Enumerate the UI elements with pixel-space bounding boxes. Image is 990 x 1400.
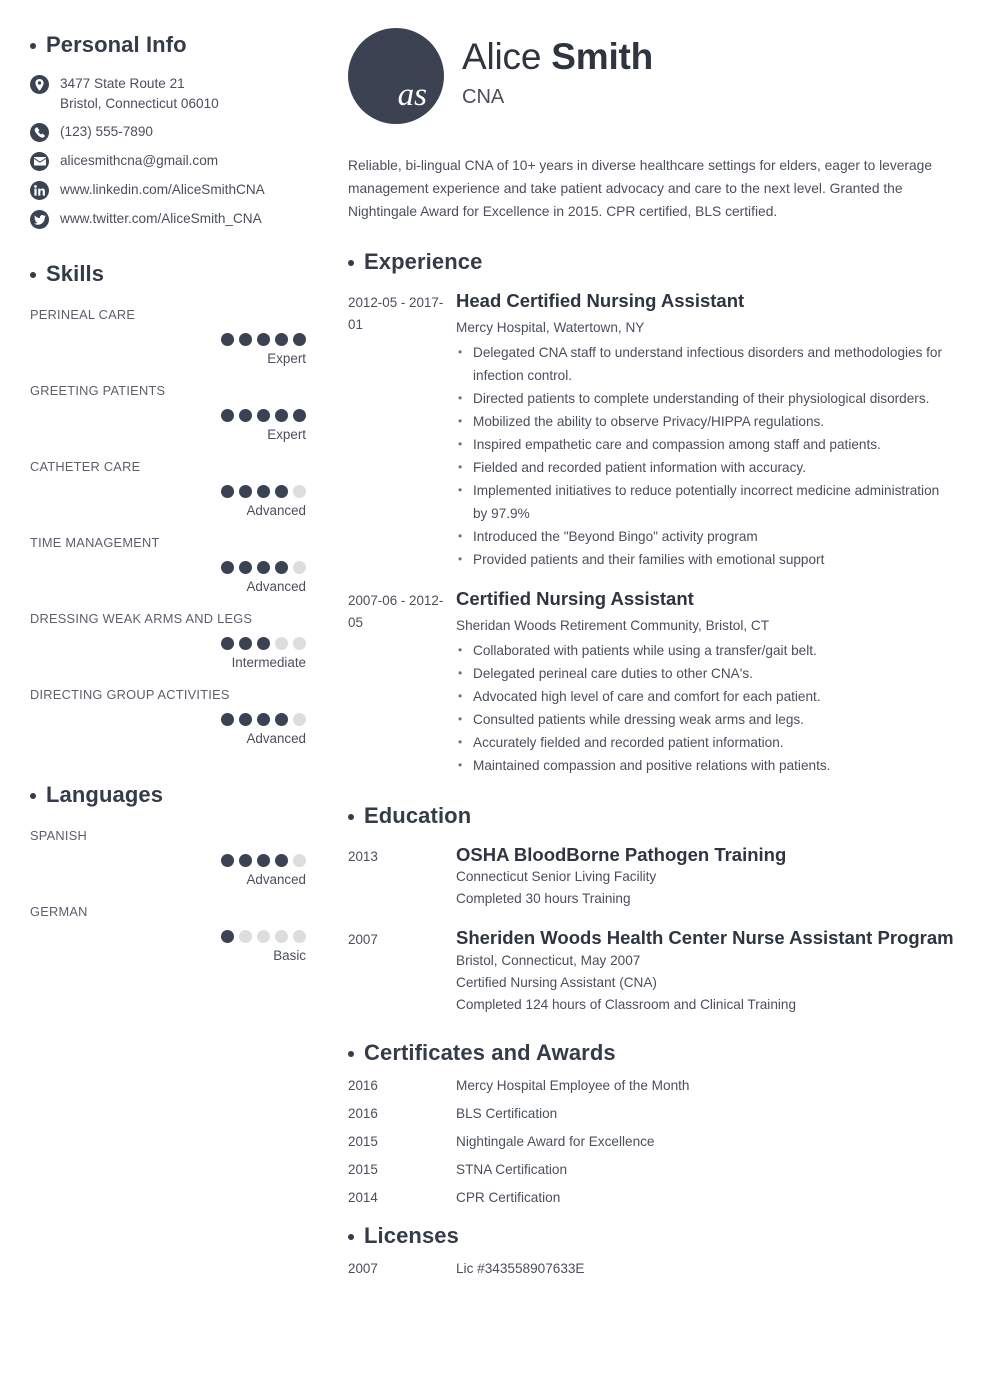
contact-line-1: www.linkedin.com/AliceSmithCNA xyxy=(60,182,265,197)
contact-text xyxy=(60,122,153,142)
entry-bullet: • Provided patients and their families with emotional support xyxy=(456,548,956,571)
rating-dot xyxy=(275,333,288,346)
education-entry xyxy=(348,843,956,910)
rating-dot xyxy=(293,930,306,943)
entry-bullet: • Advocated high level of care and comfort for each patient. xyxy=(456,685,956,708)
entry-bullet: • Inspired empathetic care and compassion among staff and patients. xyxy=(456,433,956,456)
row-text: BLS Certification xyxy=(456,1105,558,1121)
rating-item-label: SPANISH xyxy=(30,828,87,843)
section-heading-certificates xyxy=(348,1040,956,1066)
rating-dot xyxy=(239,930,252,943)
rating-dot xyxy=(257,854,270,867)
entry-date: 2012-05 - 2017-01 xyxy=(348,295,444,332)
rating-dot xyxy=(275,854,288,867)
section-title: Experience xyxy=(364,249,483,274)
section-heading-languages xyxy=(30,782,306,808)
section-heading-experience xyxy=(348,249,956,275)
entry-bullet: • Consulted patients while dressing weak arms and legs. xyxy=(456,708,956,731)
rating-dot xyxy=(239,409,252,422)
row-date: 2016 xyxy=(348,1077,378,1093)
certificate-row xyxy=(348,1162,956,1177)
entry-bullet-list xyxy=(456,341,956,571)
contact-row[interactable] xyxy=(30,209,306,229)
entry-title: Head Certified Nursing Assistant xyxy=(456,290,745,311)
license-row xyxy=(348,1261,956,1276)
rating-dots xyxy=(30,333,306,346)
rating-dot xyxy=(275,561,288,574)
entry-title: Certified Nursing Assistant xyxy=(456,588,694,610)
entry-bullet: • Implemented initiatives to reduce potentially incorrect medicine administration by 97.9% xyxy=(456,479,956,525)
rating-item-label: DRESSING WEAK ARMS AND LEGS xyxy=(30,611,253,626)
rating-item xyxy=(30,611,306,670)
rating-item-level: Intermediate xyxy=(231,655,306,670)
entry-subtitle: Sheridan Woods Retirement Community, Bristol, CT xyxy=(456,618,770,634)
rating-dots xyxy=(30,854,306,867)
rating-item-label: TIME MANAGEMENT xyxy=(30,535,160,550)
contact-line-1: (123) 555-7890 xyxy=(60,124,153,139)
entry-bullet: • Accurately fielded and recorded patient information. xyxy=(456,731,956,754)
certificate-row xyxy=(348,1134,956,1149)
contact-text xyxy=(60,180,265,200)
rating-item-level: Advanced xyxy=(246,731,306,746)
rating-dot xyxy=(239,637,252,650)
licenses-list xyxy=(348,1261,956,1276)
rating-dot xyxy=(293,485,306,498)
row-date: 2014 xyxy=(348,1189,378,1205)
rating-dots xyxy=(30,485,306,498)
section-heading-personal-info xyxy=(30,32,306,58)
contact-text xyxy=(60,151,218,171)
rating-dot xyxy=(257,637,270,650)
rating-item xyxy=(30,383,306,442)
rating-dot xyxy=(293,409,306,422)
entry-body xyxy=(456,289,956,571)
rating-item xyxy=(30,459,306,518)
section-title: Education xyxy=(364,803,472,829)
entry-title: OSHA BloodBorne Pathogen Training xyxy=(456,844,787,866)
section-heading-skills xyxy=(30,261,306,287)
rating-dot xyxy=(239,854,252,867)
rating-dot xyxy=(275,713,288,726)
entry-bullet: • Fielded and recorded patient information with accuracy. xyxy=(456,456,956,479)
row-text: Mercy Hospital Employee of the Month xyxy=(456,1077,690,1093)
twitter-icon xyxy=(30,210,49,229)
bullet-marker-icon xyxy=(348,1234,354,1240)
row-text: Nightingale Award for Excellence xyxy=(456,1133,655,1149)
section-title: Languages xyxy=(46,782,164,807)
row-text: CPR Certification xyxy=(456,1189,561,1205)
rating-dot xyxy=(293,854,306,867)
sidebar xyxy=(0,0,340,1400)
rating-dot xyxy=(221,333,234,346)
last-name: Smith xyxy=(551,36,654,77)
entry-bullet: • Collaborated with patients while using a transfer/gait belt. xyxy=(456,639,956,662)
entry-detail-line: Certified Nursing Assistant (CNA) xyxy=(456,974,657,990)
rating-dots xyxy=(30,561,306,574)
rating-dot xyxy=(293,637,306,650)
entry-detail-line: Completed 124 hours of Classroom and Clinical Training xyxy=(456,996,797,1012)
row-date: 2015 xyxy=(348,1133,378,1149)
section-title: Personal Info xyxy=(46,32,187,57)
rating-dot xyxy=(257,409,270,422)
rating-item xyxy=(30,307,306,366)
rating-dot xyxy=(257,333,270,346)
bullet-marker-icon xyxy=(348,260,354,266)
rating-dot xyxy=(275,637,288,650)
rating-item xyxy=(30,687,306,746)
rating-dots xyxy=(30,637,306,650)
bullet-marker-icon xyxy=(348,1051,354,1057)
rating-dot xyxy=(293,561,306,574)
rating-dots xyxy=(30,930,306,943)
entry-bullet: • Directed patients to complete understanding of their physiological disorders. xyxy=(456,387,956,410)
rating-dot xyxy=(293,713,306,726)
section-title: Licenses xyxy=(364,1222,459,1248)
entry-bullet: • Mobilized the ability to observe Privacy/HIPPA regulations. xyxy=(456,410,956,433)
contact-row[interactable] xyxy=(30,151,306,171)
bullet-marker-icon xyxy=(30,793,36,799)
section-title: Skills xyxy=(46,261,105,286)
contact-text xyxy=(60,74,219,113)
first-name: Alice xyxy=(462,36,552,77)
entry-bullet: • Maintained compassion and positive relations with patients. xyxy=(456,754,956,777)
entry-subtitle: Mercy Hospital, Watertown, NY xyxy=(456,320,645,336)
contact-line-1: alicesmithcna@gmail.com xyxy=(60,153,219,168)
rating-item xyxy=(30,535,306,594)
contact-text xyxy=(60,209,262,229)
rating-item-label: GREETING PATIENTS xyxy=(30,383,166,398)
rating-dot xyxy=(257,561,270,574)
contact-line-1: 3477 State Route 21 xyxy=(60,76,185,91)
phone-icon xyxy=(30,123,49,142)
certificate-row xyxy=(348,1190,956,1205)
page-title xyxy=(462,38,653,77)
rating-dot xyxy=(257,713,270,726)
row-text: STNA Certification xyxy=(456,1161,568,1177)
contact-line-2: Bristol, Connecticut 06010 xyxy=(60,95,219,111)
rating-dot xyxy=(239,333,252,346)
experience-entry xyxy=(348,289,956,571)
rating-item-label: DIRECTING GROUP ACTIVITIES xyxy=(30,687,230,702)
section-title: Certificates and Awards xyxy=(364,1039,616,1065)
rating-item-level: Basic xyxy=(273,948,306,963)
contact-line-1: www.twitter.com/AliceSmith_CNA xyxy=(60,211,262,226)
experience-entry xyxy=(348,587,956,777)
rating-dot xyxy=(239,713,252,726)
contact-row[interactable] xyxy=(30,180,306,200)
row-date: 2007 xyxy=(348,1260,378,1276)
entry-bullet: • Delegated CNA staff to understand infectious disorders and methodologies for infection control. xyxy=(456,341,956,387)
rating-dots xyxy=(30,713,306,726)
rating-dot xyxy=(221,561,234,574)
entry-date: 2013 xyxy=(348,849,378,865)
rating-item-level: Advanced xyxy=(246,872,306,887)
rating-item-label: GERMAN xyxy=(30,904,88,919)
row-date: 2015 xyxy=(348,1161,378,1177)
professional-summary: Reliable, bi-lingual CNA of 10+ years in diverse healthcare settings for elders, eager to leverage management experience and take patient advocacy and care to the next level. Granted the Nightingale Award for Excellence in 2015. CPR certified, BLS certified. xyxy=(348,158,933,219)
rating-item-level: Expert xyxy=(267,427,306,442)
rating-dot xyxy=(257,930,270,943)
rating-dot xyxy=(275,409,288,422)
skills-list xyxy=(30,307,306,746)
avatar-initials: as xyxy=(397,77,427,113)
location-pin-icon xyxy=(30,75,49,94)
rating-item-label: PERINEAL CARE xyxy=(30,307,136,322)
entry-date: 2007 xyxy=(348,932,378,948)
job-title: CNA xyxy=(462,85,505,108)
rating-item-label: CATHETER CARE xyxy=(30,459,141,474)
entry-body xyxy=(456,587,956,777)
entry-date: 2007-06 - 2012-05 xyxy=(348,593,444,631)
rating-dot xyxy=(221,930,234,943)
rating-dot xyxy=(293,333,306,346)
experience-list xyxy=(348,289,956,777)
rating-item-level: Advanced xyxy=(246,579,306,594)
entry-bullet: • Introduced the "Beyond Bingo" activity program xyxy=(456,525,956,548)
contact-list xyxy=(30,74,306,229)
entry-detail-line: Completed 30 hours Training xyxy=(456,891,631,907)
rating-dot xyxy=(221,854,234,867)
languages-list xyxy=(30,828,306,963)
rating-dot xyxy=(275,930,288,943)
contact-row[interactable] xyxy=(30,122,306,142)
entry-body xyxy=(456,843,956,910)
rating-item-level: Advanced xyxy=(246,503,306,518)
resume-header xyxy=(348,28,956,124)
rating-item-level: Expert xyxy=(267,351,306,366)
row-text: Lic #343558907633E xyxy=(456,1260,585,1276)
linkedin-icon xyxy=(30,181,49,200)
main-content xyxy=(340,0,990,1400)
bullet-marker-icon xyxy=(348,814,354,820)
contact-row[interactable] xyxy=(30,74,306,113)
rating-dot xyxy=(239,561,252,574)
row-date: 2016 xyxy=(348,1105,378,1121)
entry-bullet: • Delegated perineal care duties to other CNA's. xyxy=(456,662,956,685)
rating-item xyxy=(30,828,306,887)
education-list xyxy=(348,843,956,1015)
avatar xyxy=(348,28,444,124)
rating-dot xyxy=(275,485,288,498)
entry-title: Sheriden Woods Health Center Nurse Assistant Program xyxy=(456,927,954,949)
certificate-row xyxy=(348,1106,956,1121)
entry-body xyxy=(456,926,956,1015)
entry-detail-line: Connecticut Senior Living Facility xyxy=(456,869,657,885)
name-block xyxy=(462,28,653,109)
rating-dots xyxy=(30,409,306,422)
entry-detail-line: Bristol, Connecticut, May 2007 xyxy=(456,952,641,968)
rating-dot xyxy=(221,485,234,498)
rating-dot xyxy=(221,637,234,650)
entry-bullet-list xyxy=(456,639,956,777)
rating-dot xyxy=(239,485,252,498)
rating-dot xyxy=(257,485,270,498)
bullet-marker-icon xyxy=(30,43,36,49)
bullet-marker-icon xyxy=(30,272,36,278)
education-entry xyxy=(348,926,956,1015)
rating-item xyxy=(30,904,306,963)
section-heading-licenses xyxy=(348,1223,956,1249)
section-heading-education xyxy=(348,803,956,829)
rating-dot xyxy=(221,713,234,726)
certificate-row xyxy=(348,1078,956,1093)
certificates-list xyxy=(348,1078,956,1205)
rating-dot xyxy=(221,409,234,422)
email-icon xyxy=(30,152,49,171)
